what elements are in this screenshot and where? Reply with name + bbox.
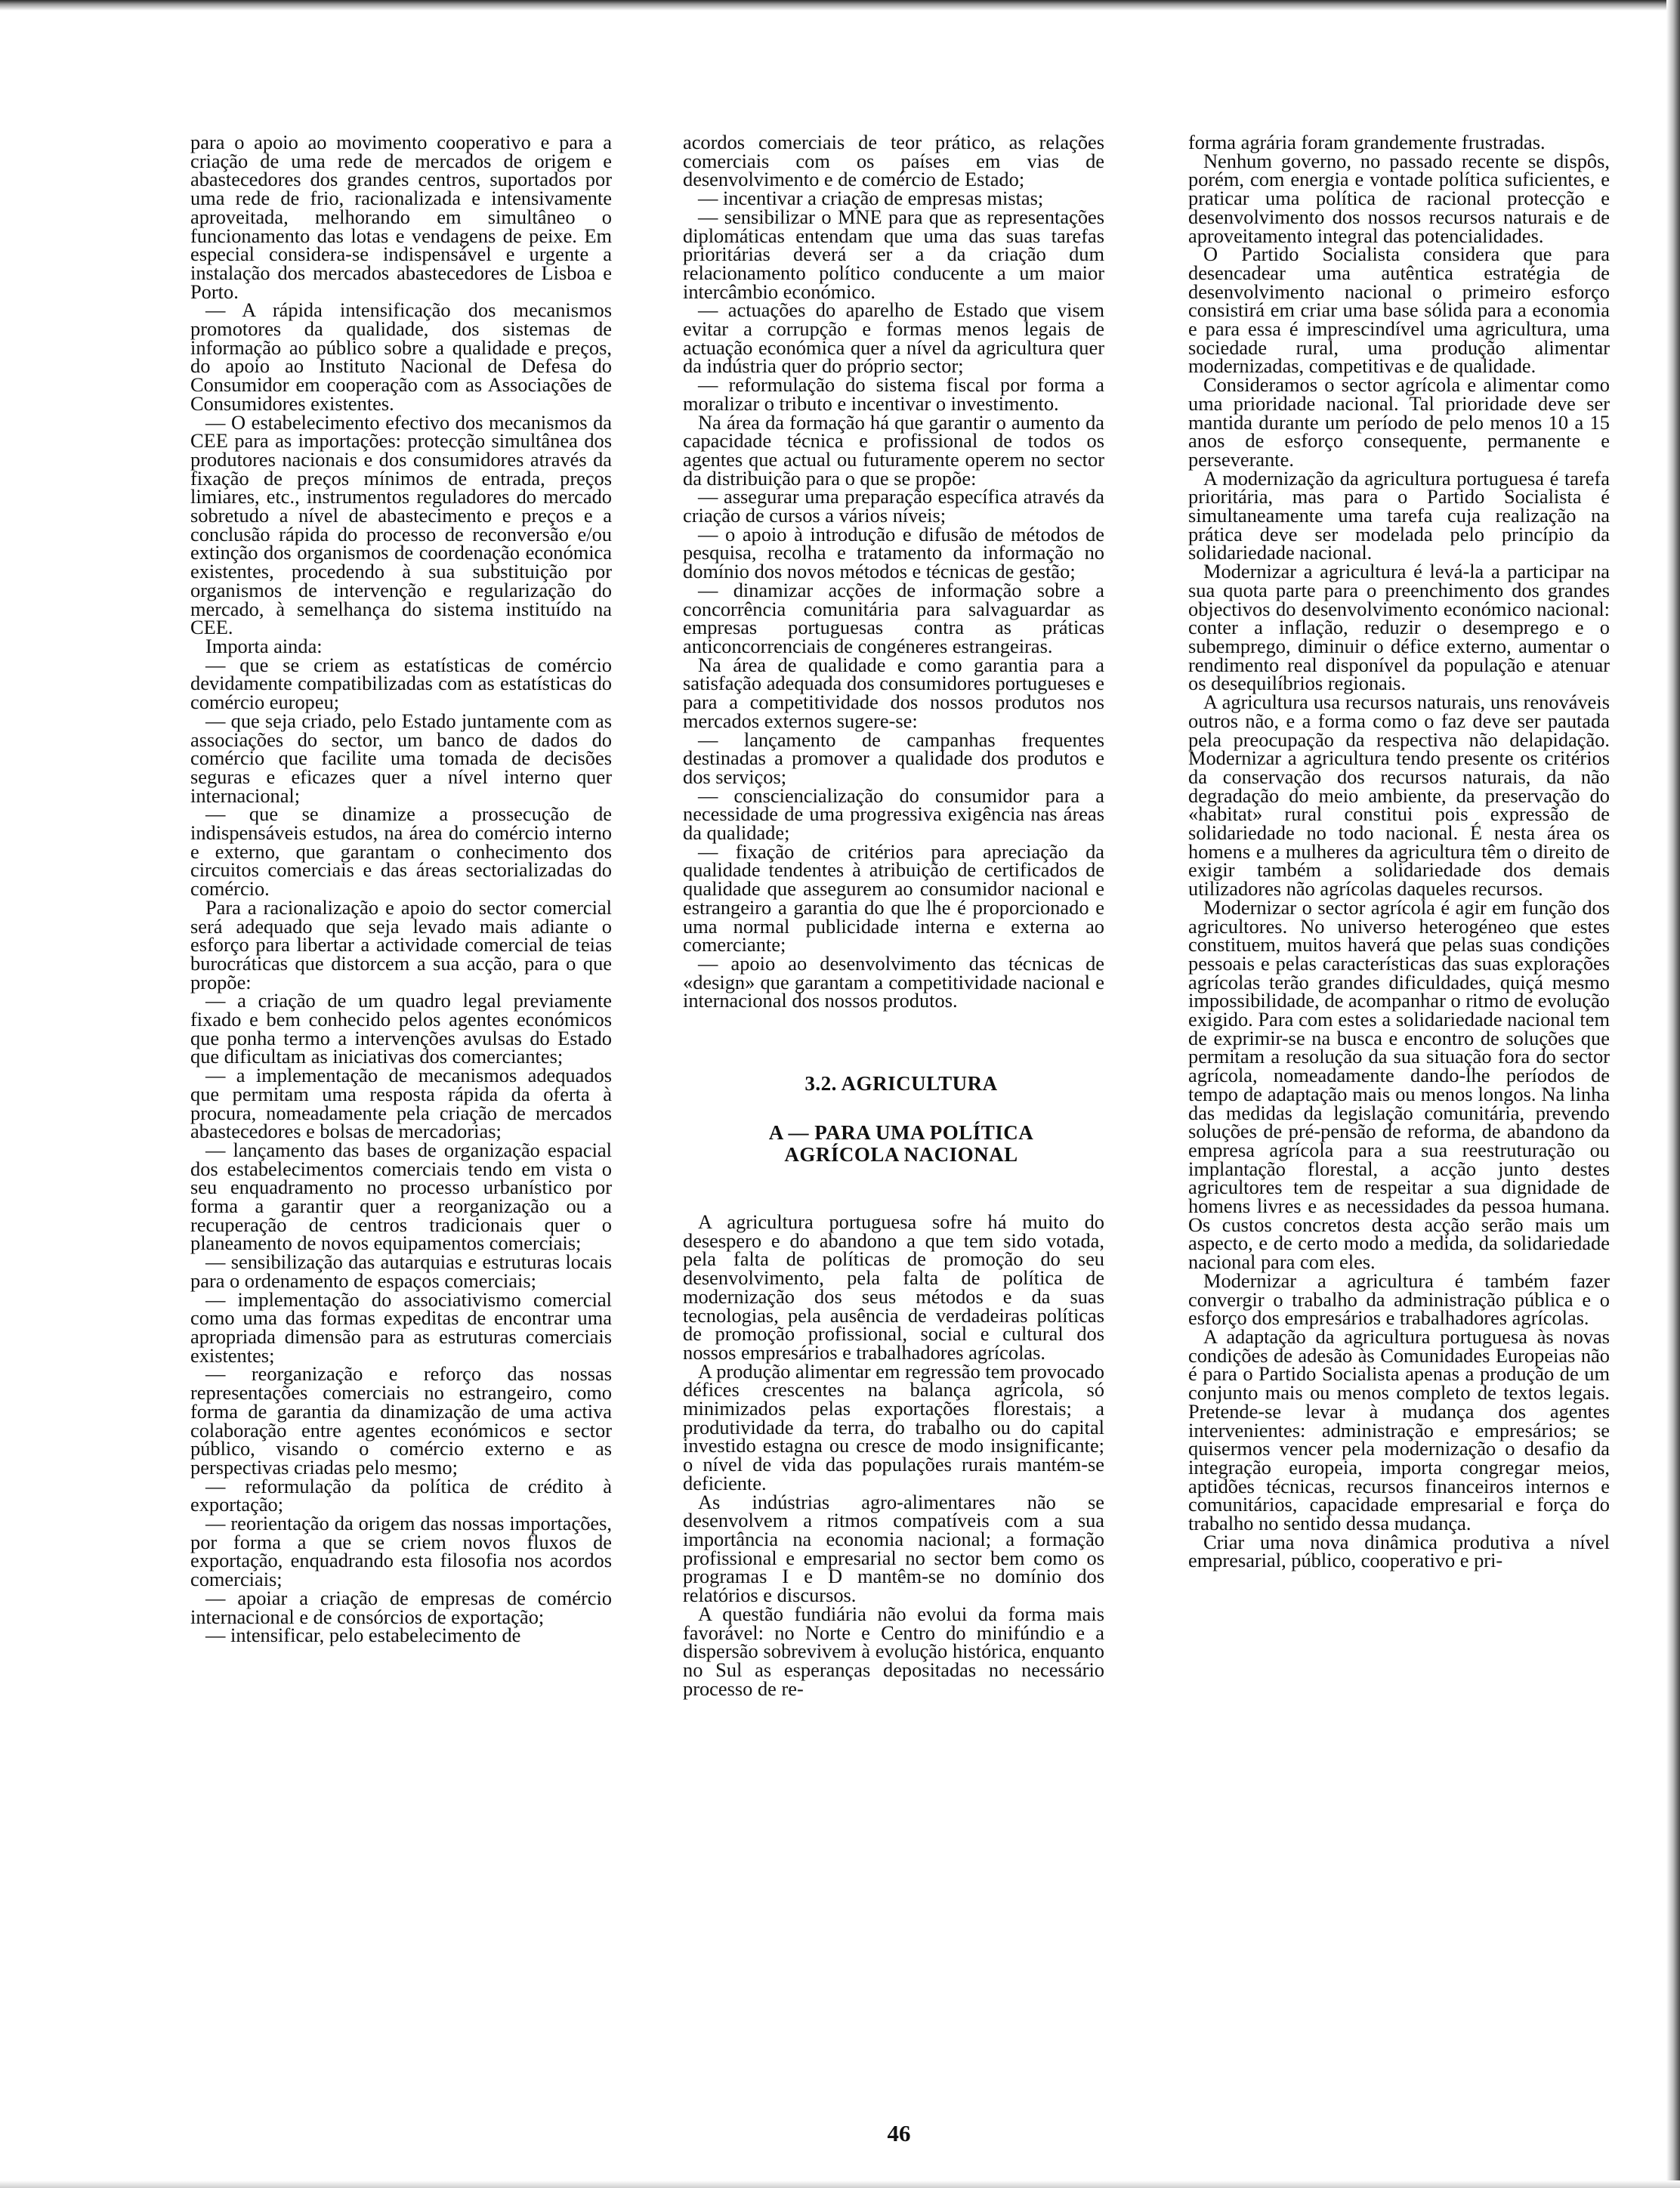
paragraph: A agricultura usa recursos naturais, uns renováveis outros não, e a forma como o faz deve ser pautada pela preocupação da respectiva não delapidação. Modernizar a agricultura tendo presente os critérios da conservação dos recursos naturais, da não degradação do meio ambiente, da preservação do «habitat» rural constitui pois expressão de solidariedade no todo nacional. É nesta área os homens e a mulheres da agricultura têm o direito de exigir também a solidariedade dos demais utilizadores não agrícolas daqueles recursos.: [1188, 691, 1610, 901]
paragraph: Na área de qualidade e como garantia para a satisfação adequada dos consumidores portugueses e para a competitividade dos nossos produtos nos mercados externos sugere-se:: [683, 653, 1104, 732]
paragraph: — lançamento de campanhas frequentes destinadas a promover a qualidade dos produtos e dos serviços;: [683, 728, 1104, 788]
paragraph: — apoio ao desenvolvimento das técnicas de «design» que garantam a competitividade nacional e internacional dos nossos produtos.: [683, 951, 1104, 1012]
paragraph: — A rápida intensificação dos mecanismos promotores da qualidade, dos sistemas de informação ao público sobre a qualidade e preços, do apoio ao Instituto Nacional de Defesa do Consumidor em cooperação com as Associações de Consumidores existentes.: [190, 298, 612, 415]
paragraph: Modernizar a agricultura é também fazer convergir o trabalho da administração pública e o esforço dos empresários e trabalhadores agrícolas.: [1188, 1269, 1610, 1330]
paragraph: — reorientação da origem das nossas importações, por forma a que se criem novos fluxos de exportação, enquadrando esta filosofia nos acordos comerciais;: [190, 1512, 612, 1591]
text-column-right: [1188, 133, 1610, 1570]
page-number: 46: [887, 2120, 911, 2146]
paragraph: — reformulação do sistema fiscal por forma a moralizar o tributo e incentivar o investimento.: [683, 373, 1104, 415]
paragraph: — a implementação de mecanismos adequados que permitam uma resposta rápida da oferta à procura, nomeadamente pela criação de mercados abastecedores e bolsas de mercadorias;: [190, 1064, 612, 1143]
paragraph: A questão fundiária não evolui da forma mais favorável: no Norte e Centro do minifúndio e a dispersão sobrevivem à evolução histórica, enquanto no Sul as esperanças depositadas no necessário processo de re-: [683, 1602, 1104, 1700]
paragraph: — O estabelecimento efectivo dos mecanismos da CEE para as importações: protecção simultânea dos produtores nacionais e dos consumidores através da fixação de preços mínimos de entrada, preços limiares, etc., instrumentos reguladores do mercado sobretudo a nível de abastecimento e preços e a conclusão rápida do processo de reconversão e/ou extinção dos organismos de coordenação económica existentes, procedendo à sua substituição por organismos de intervenção e regularização do mercado, à semelhança do sistema instituído na CEE.: [190, 410, 612, 639]
paragraph: acordos comerciais de teor prático, as relações comerciais com os países em vias de desenvolvimento e de comércio de Estado;: [683, 131, 1104, 191]
paragraph: — incentivar a criação de empresas mistas;: [698, 187, 1044, 210]
paragraph: — apoiar a criação de empresas de comércio internacional e de consórcios de exportação;: [190, 1586, 612, 1628]
paragraph: Para a racionalização e apoio do sector comercial será adequado que seja levado mais adiante o esforço para libertar a actividade comercial de teias burocráticas que distorcem a sua acção, para o que propõe:: [190, 895, 612, 994]
paragraph: Modernizar a agricultura é levá-la a participar na sua quota parte para o preenchimento dos grandes objectivos do desenvolvimento económico nacional: conter a inflação, reduzir o desemprego e o subemprego, diminuir o défice externo, aumentar o rendimento real disponível da população e atenuar os desequilíbrios regionais.: [1188, 560, 1610, 695]
paragraph: A agricultura portuguesa sofre há muito do desespero e do abandono a que tem sido votada, pela falta de políticas de promoção do seu desenvolvimento, pela falta de política de modernização dos seus métodos e da suas tecnologias, pela ausência de verdadeiras políticas de promoção profissional, social e cultural dos nossos empresários e trabalhadores agrícolas.: [683, 1210, 1104, 1364]
paragraph: — dinamizar acções de informação sobre a concorrência comunitária para salvaguardar as empresas portuguesas contra as práticas anticoncorrenciais de congéneres estrangeiras.: [683, 578, 1104, 657]
paragraph: — reformulação da política de crédito à exportação;: [190, 1474, 612, 1516]
subsection-heading: A — PARA UMA POLÍTICA: [768, 1121, 1034, 1145]
paragraph: — consciencialização do consumidor para a necessidade de uma progressiva exigência nas áreas da qualidade;: [683, 783, 1104, 845]
paragraph: para o apoio ao movimento cooperativo e para a criação de uma rede de mercados de origem e abastecedores dos grandes centros, suportados por uma rede de frio, racionalizada e intensivamente aproveitada, melhorando em simultâneo o funcionamento das lotas e vendagens de peixe. Em especial considera-se indispensável e urgente a instalação dos mercados abastecedores de Lisboa e Porto.: [190, 131, 612, 303]
paragraph: Consideramos o sector agrícola e alimentar como uma prioridade nacional. Tal prioridade deve ser mantida durante um período de pelo menos 10 a 15 anos de esforço consequente, permanente e perseverante.: [1188, 373, 1610, 471]
paragraph: — actuações do aparelho de Estado que visem evitar a corrupção e formas menos legais de actuação económica quer a nível da agricultura quer da indústria quer do próprio sector;: [683, 298, 1104, 378]
paragraph: — intensificar, pelo estabelecimento de: [205, 1624, 521, 1647]
paragraph: As indústrias agro-alimentares não se desenvolvem a ritmos compatíveis com a sua importância na economia nacional; a formação profissional e empresarial no sector bem como os programas I e D mantêm-se no domínio dos relatórios e discursos.: [683, 1490, 1104, 1607]
paragraph: O Partido Socialista considera que para desencadear uma autêntica estratégia de desenvolvimento nacional o primeiro esforço consistirá em criar uma base sólida para a economia e para essa é imprescindível uma agricultura, uma sociedade rural, uma produção alimentar modernizadas, competitivas e de qualidade.: [1188, 243, 1610, 378]
paragraph: Criar uma nova dinâmica produtiva a nível empresarial, público, cooperativo e pri-: [1188, 1530, 1610, 1572]
paragraph: — assegurar uma preparação específica através da criação de cursos a vários níveis;: [683, 485, 1104, 527]
text-column-left: [190, 133, 612, 1645]
paragraph: forma agrária foram grandemente frustradas.: [1188, 131, 1546, 153]
paragraph: Nenhum governo, no passado recente se dispôs, porém, com energia e vontade política suficientes, e praticar uma política de racional protecção e desenvolvimento dos nossos recursos naturais e de aproveitamento integral das potencialidades.: [1188, 149, 1610, 247]
paragraph: Importa ainda:: [205, 634, 323, 657]
paragraph: A produção alimentar em regressão tem provocado défices crescentes na balança agrícola, só minimizados pelas exportações florestais; a produtividade da terra, do trabalho ou do capital investido estagna ou cresce de modo insignificante; o nível de vida das populações rurais mantém-se deficiente.: [683, 1359, 1104, 1494]
paragraph: — que seja criado, pelo Estado juntamente com as associações do sector, um banco de dados do comércio que facilite uma tomada de decisões seguras e eficazes quer a nível interno quer internacional;: [190, 709, 612, 807]
page-edge-shadow-bottom: [0, 2180, 1680, 2188]
page-edge-shadow-top: [0, 0, 1680, 11]
paragraph: — que se dinamize a prossecução de indispensáveis estudos, na área do comércio interno e externo, que garantam o conhecimento dos circuitos comerciais e das áreas sectorializadas do comércio.: [190, 802, 612, 901]
paragraph: — sensibilizar o MNE para que as representações diplomáticas entendam que uma das suas tarefas prioritárias deverá ser a da criação dum relacionamento político conducente a um maior intercâmbio económico.: [683, 205, 1104, 303]
paragraph: Modernizar o sector agrícola é agir em função dos agricultores. No universo heterogéneo que estes constituem, muitos haverá que pelas suas condições pessoais e pelas características das suas explorações agrícolas terão grandes dificuldades, quiçá mesmo impossibilidade, de acompanhar o ritmo de evolução exigido. Para com estes a solidariedade nacional tem de exprimir-se na busca e encontro de soluções que permitam a resolução da sua situação fora do sector agrícola, nomeadamente dando-lhe períodos de tempo de adaptação mais ou menos longos. Na linha das medidas da legislação comunitária, prevendo soluções de pré-pensão de reforma, de abandono da empresa agrícola para a sua reestruturação ou implantação florestal, a acção junto destes agricultores tem de respeitar a sua dignidade de homens livres e as necessidades da pessoa humana. Os custos concretos desta acção serão mais um aspecto, e de certo modo a medida, da solidariedade nacional para com eles.: [1188, 895, 1610, 1274]
paragraph: — sensibilização das autarquias e estruturas locais para o ordenamento de espaços comerciais;: [190, 1250, 612, 1292]
paragraph: A adaptação da agricultura portuguesa às novas condições de adesão às Comunidades Europeias não é para o Partido Socialista apenas a produção de um conjunto mais ou menos completo de textos legais. Pretende-se levar à mudança dos agentes intervenientes: administração e empresários; se quisermos vencer pela modernização o desafio da integração europeia, importa congregar meios, aptidões técnicas, recursos financeiros internos e comunitários, capacidade empresarial e força do trabalho no sentido dessa mudança.: [1188, 1325, 1610, 1535]
text-column-middle: [683, 133, 1104, 1698]
paragraph: — reorganização e reforço das nossas representações comerciais no estrangeiro, como forma de garantia da dinamização de uma activa colaboração entre agentes económicos e sector público, visando o comércio externo e as perspectivas criadas pelo mesmo;: [190, 1362, 612, 1479]
subsection-heading: AGRÍCOLA NACIONAL: [784, 1143, 1018, 1167]
paragraph: — que se criem as estatísticas de comércio devidamente compatibilizadas com as estatísticas do comércio europeu;: [190, 653, 612, 714]
paragraph: — lançamento das bases de organização espacial dos estabelecimentos comerciais tendo em vista o seu enquadramento no processo urbanístico por forma a garantir quer a reorganização ou a recuperação de centros tradicionais quer o planeamento de novos equipamentos comerciais;: [190, 1138, 612, 1255]
paragraph: — a criação de um quadro legal previamente fixado e bem conhecido pelos agentes económicos que ponha termo a intervenções avulsas do Estado que dificultam as iniciativas dos comerciantes;: [190, 989, 612, 1068]
paragraph: — implementação do associativismo comercial como uma das formas expeditas de encontrar uma apropriada dimensão para as estruturas comerciais existentes;: [190, 1287, 612, 1367]
paragraph: — o apoio à introdução e difusão de métodos de pesquisa, recolha e tratamento da informação no domínio dos novos métodos e técnicas de gestão;: [683, 522, 1104, 583]
section-heading: 3.2. AGRICULTURA: [804, 1072, 998, 1096]
paragraph: Na área da formação há que garantir o aumento da capacidade técnica e profissional de todos os agentes que actual ou futuramente operem no sector da distribuição para o que se propõe:: [683, 410, 1104, 490]
page-edge-shadow-right: [1666, 0, 1680, 2188]
paragraph: — fixação de critérios para apreciação da qualidade tendentes à atribuição de certificados de qualidade que assegurem ao consumidor nacional e estrangeiro a garantia do que lhe é proporcionado e uma normal publicidade interna e externa ao comerciante;: [683, 839, 1104, 956]
paragraph: A modernização da agricultura portuguesa é tarefa prioritária, mas para o Partido Socialista é simultaneamente uma tarefa cuja realização na prática deve ser modelada pelo princípio da solidariedade nacional.: [1188, 466, 1610, 564]
